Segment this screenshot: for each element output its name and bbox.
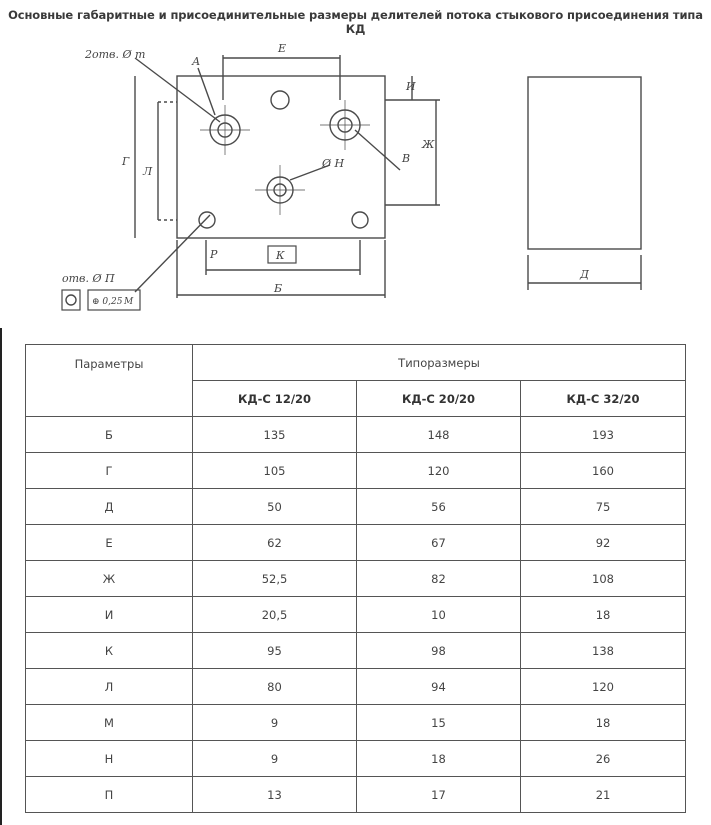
table-row	[26, 669, 686, 705]
param-cell: Г	[26, 453, 193, 489]
param-cell: И	[26, 597, 193, 633]
value-cell: 62	[193, 525, 357, 561]
label-zh: Ж	[422, 138, 435, 151]
param-cell: Л	[26, 669, 193, 705]
value-cell: 135	[193, 417, 357, 453]
value-cell: 108	[521, 561, 686, 597]
value-cell: 21	[521, 777, 686, 813]
table-row	[26, 453, 686, 489]
value-cell: 17	[357, 777, 521, 813]
dimensions-table	[25, 344, 686, 813]
value-cell: 94	[357, 669, 521, 705]
label-a: А	[192, 55, 201, 68]
value-cell: 26	[521, 741, 686, 777]
value-cell: 10	[357, 597, 521, 633]
value-cell: 9	[193, 705, 357, 741]
technical-drawing	[40, 30, 700, 330]
value-cell: 138	[521, 633, 686, 669]
label-tolerance: ⊕ 0,25	[92, 297, 123, 307]
value-cell: 50	[193, 489, 357, 525]
header-sizes: Типоразмеры	[193, 345, 686, 381]
label-b: Б	[274, 282, 283, 295]
label-holes-bottom: отв. Ø П	[62, 272, 115, 285]
table-row	[26, 633, 686, 669]
value-cell: 92	[521, 525, 686, 561]
value-cell: 98	[357, 633, 521, 669]
column-header: КД-С 12/20	[193, 381, 357, 417]
label-holes-top: 2отв. Ø m	[85, 48, 146, 61]
value-cell: 160	[521, 453, 686, 489]
label-r: Р	[210, 248, 218, 261]
value-cell: 67	[357, 525, 521, 561]
table-row	[26, 705, 686, 741]
table-row	[26, 525, 686, 561]
hole-left-small	[199, 212, 215, 228]
table-row	[26, 561, 686, 597]
param-cell: Ж	[26, 561, 193, 597]
header-parameters: Параметры	[26, 345, 193, 417]
label-d: Д	[580, 268, 589, 281]
value-cell: 20,5	[193, 597, 357, 633]
value-cell: 52,5	[193, 561, 357, 597]
body-outline	[177, 76, 385, 238]
left-border	[0, 328, 2, 825]
page-title: Основные габаритные и присоединительные размеры делителей потока стыкового присоединения типа КД	[8, 8, 703, 36]
table-row	[26, 741, 686, 777]
value-cell: 15	[357, 705, 521, 741]
value-cell: 18	[521, 705, 686, 741]
column-header: КД-С 20/20	[357, 381, 521, 417]
value-cell: 13	[193, 777, 357, 813]
label-i: И	[406, 80, 416, 93]
label-g: Г	[122, 155, 130, 168]
value-cell: 56	[357, 489, 521, 525]
value-cell: 80	[193, 669, 357, 705]
drawing-svg	[40, 30, 700, 330]
value-cell: 95	[193, 633, 357, 669]
value-cell: 9	[193, 741, 357, 777]
hole-top-small	[271, 91, 289, 109]
table-row	[26, 489, 686, 525]
value-cell: 193	[521, 417, 686, 453]
value-cell: 105	[193, 453, 357, 489]
label-m: М	[124, 297, 134, 307]
param-cell: Н	[26, 741, 193, 777]
param-cell: К	[26, 633, 193, 669]
param-cell: Е	[26, 525, 193, 561]
label-e: Е	[278, 42, 287, 55]
value-cell: 18	[521, 597, 686, 633]
label-h: Ø Н	[322, 157, 345, 170]
value-cell: 18	[357, 741, 521, 777]
value-cell: 82	[357, 561, 521, 597]
param-cell: Д	[26, 489, 193, 525]
table-row	[26, 417, 686, 453]
side-view-outline	[528, 77, 641, 249]
label-v: В	[402, 152, 411, 165]
param-cell: М	[26, 705, 193, 741]
value-cell: 120	[521, 669, 686, 705]
column-header: КД-С 32/20	[521, 381, 686, 417]
table-row	[26, 597, 686, 633]
value-cell: 148	[357, 417, 521, 453]
param-cell: П	[26, 777, 193, 813]
hole-right-small	[352, 212, 368, 228]
label-l: Л	[143, 165, 153, 178]
value-cell: 120	[357, 453, 521, 489]
label-k: К	[276, 249, 285, 262]
table-row	[26, 777, 686, 813]
param-cell: Б	[26, 417, 193, 453]
value-cell: 75	[521, 489, 686, 525]
